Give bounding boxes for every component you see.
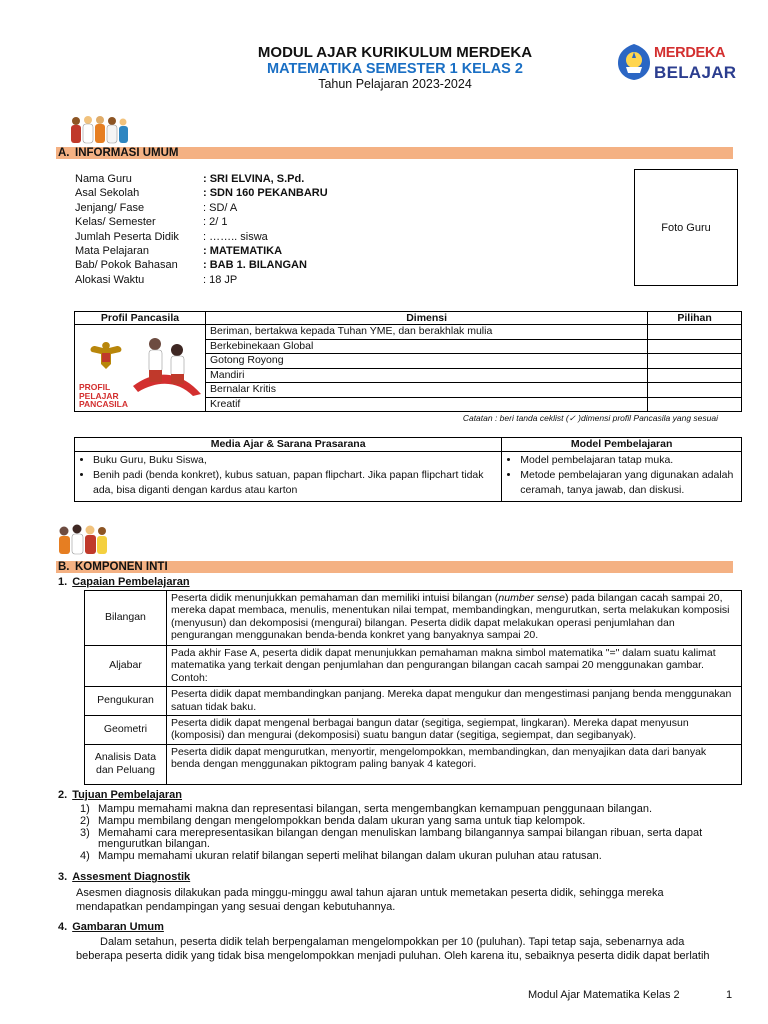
capaian-text-pre: Peserta didik menunjukkan pemahaman dan memiliki intuisi bilangan (: [170, 592, 499, 604]
tujuan-title: Tujuan Pembelajaran: [72, 789, 183, 801]
asesmen-text: Asesmen diagnosis dilakukan pada minggu-minggu awal tahun ajaran untuk memetakan peserta didik, sehingga mereka mendapatkan pendampingan yang sesuai dengan kebutuhannya.: [76, 887, 664, 913]
asesmen-number: 3.: [58, 871, 68, 883]
model-list-cell: [502, 452, 742, 502]
info-value: : SD/ A: [203, 201, 238, 214]
logo-word-1: PROFIL: [79, 382, 111, 392]
media-list-cell: [75, 452, 502, 502]
tujuan-item-text: Mampu memahami ukuran relatif bilangan seperti melihat bilangan dalam ukuran puluhan atau ratusan.: [98, 850, 602, 863]
dimensi-cell: Bernalar Kritis: [206, 383, 648, 398]
document-title: MODUL AJAR KURIKULUM MERDEKA: [257, 44, 533, 61]
tujuan-item-number: 1): [80, 803, 90, 815]
tujuan-item: [80, 816, 730, 827]
capaian-label: Analisis Data dan Peluang: [85, 744, 167, 784]
capaian-number: 1.: [58, 576, 68, 588]
info-label: Asal Sekolah: [75, 187, 140, 200]
profil-note: Catatan : beri tanda ceklist (✓ )dimensi profil Pancasila yang sesuai: [462, 413, 718, 423]
capaian-text: Peserta didik dapat membandingkan panjang. Mereka dapat mengukur dan mengestimasi panjang benda menggunakan satuan tidak baku.: [166, 687, 741, 716]
gambaran-title: Gambaran Umum: [72, 921, 164, 933]
asesmen-title: Assesment Diagnostik: [72, 871, 191, 883]
logo-word-2: PELAJAR: [79, 390, 119, 401]
pilihan-checkbox[interactable]: [648, 383, 742, 398]
gambaran-text: Dalam setahun, peserta didik telah berpengalaman mengelompokkan per 10 (puluhan). Tapi tetap saja, sebenarnya ada beberapa peserta didik yang tidak bisa mengelompokkan menjadi puluhan. Oleh karena itu, sebaiknya peserta didik dapat berlatih: [76, 936, 710, 962]
info-label: Jenjang/ Fase: [75, 201, 145, 214]
info-label: Nama Guru: [75, 173, 132, 185]
section-a-header: [56, 147, 733, 159]
capaian-title: Capaian Pembelajaran: [72, 576, 190, 588]
dimensi-cell: Gotong Royong: [206, 354, 648, 369]
info-label: Kelas/ Semester: [75, 216, 156, 229]
header-dimensi: Dimensi: [206, 312, 648, 325]
capaian-text: [166, 591, 741, 646]
tujuan-item-text: Mampu membilang dengan mengelompokkan benda dalam ukuran yang sama untuk tiap kelompok.: [98, 815, 586, 827]
garuda-icon: [87, 338, 125, 372]
profil-pancasila-logo-text: [79, 383, 128, 409]
asesmen-heading: [58, 871, 190, 883]
pilihan-checkbox[interactable]: [648, 354, 742, 369]
profil-pancasila-logo: [75, 325, 206, 412]
tujuan-item-number: 2): [80, 815, 90, 827]
header-pilihan: Pilihan: [648, 312, 742, 325]
header-media: Media Ajar & Sarana Prasarana: [75, 438, 502, 452]
capaian-text: Peserta didik dapat mengurutkan, menyortir, mengelompokkan, membandingkan, dan menyajikan data dari banyak benda dengan menggunakan piktogram paling banyak 4 kategori.: [166, 744, 741, 784]
tujuan-item: [80, 851, 730, 862]
info-value: : 18 JP: [203, 273, 238, 286]
media-item: • Benih padi (benda konkret), kubus satuan, papan flipchart. Jika papan flipchart tidak ada, bisa diganti dengan kardus atau karton: [93, 468, 497, 498]
info-value: : SRI ELVINA, S.Pd.: [203, 173, 305, 185]
section-a-number: A.: [58, 147, 70, 159]
dimensi-cell: Berkebinekaan Global: [206, 339, 648, 354]
teacher-photo-label: Foto Guru: [661, 221, 711, 234]
tujuan-number: 2.: [58, 789, 68, 801]
logo-text-merdeka: MERDEKA: [654, 45, 726, 61]
tujuan-item-text: Memahami cara merepresentasikan bilangan dengan menuliskan lambang bilangannya sampai bilangan ribuan, serta dapat mengurutkan bilangan.: [98, 827, 703, 851]
teacher-photo-box: [634, 169, 738, 286]
capaian-label: Pengukuran: [85, 687, 167, 716]
header-model: Model Pembelajaran: [502, 438, 742, 452]
pilihan-checkbox[interactable]: [648, 397, 742, 412]
capaian-label: Bilangan: [85, 591, 167, 646]
section-b-title: KOMPONEN INTI: [75, 561, 168, 573]
tujuan-list: [80, 804, 730, 863]
info-value: : SDN 160 PEKANBARU: [203, 187, 328, 200]
academic-year: Tahun Pelajaran 2023-2024: [318, 77, 472, 91]
gambaran-heading: [58, 921, 164, 933]
students-group-illustration: [56, 522, 110, 558]
capaian-text-post: ) pada bilangan cacah sampai 20, mereka dapat membaca, menulis, menentukan nilai tempat, membandingkan, mengurutkan, serta melakukan komposisi (menyusun) dan dekomposisi (mengurai) bilangan. Peserta didik dapat melakukan operasi penjumlahan dan pengurangan menggunakan benda-benda konkret yang banyaknya sampai 20.: [170, 592, 730, 642]
info-label: Bab/ Pokok Bahasan: [75, 259, 178, 272]
section-b-header: [56, 561, 733, 573]
capaian-text: Pada akhir Fase A, peserta didik dapat menunjukkan pemahaman makna simbol matematika "=" dalam suatu kalimat matematika yang terkait dengan penjumlahan dan pengurangan bilangan cacah sampai 20 menggunakan gambar. Contoh:: [166, 646, 741, 687]
tujuan-item: [80, 804, 730, 815]
document-subtitle: MATEMATIKA SEMESTER 1 KELAS 2: [267, 61, 523, 77]
logo-text-belajar: BELAJAR: [654, 63, 737, 82]
info-value: : 2/ 1: [203, 216, 228, 229]
pilihan-checkbox[interactable]: [648, 368, 742, 383]
info-value: : BAB 1. BILANGAN: [203, 259, 307, 272]
info-label: Mata Pelajaran: [75, 245, 149, 257]
capaian-label: Aljabar: [85, 646, 167, 687]
capaian-heading: [58, 576, 190, 588]
info-label: Jumlah Peserta Didik: [75, 230, 179, 243]
gambaran-number: 4.: [58, 921, 68, 933]
capaian-table: [84, 590, 742, 785]
people-illustration: [68, 113, 130, 147]
tujuan-item-number: 4): [80, 850, 90, 863]
tujuan-item-number: 3): [80, 827, 90, 839]
pilihan-checkbox[interactable]: [648, 325, 742, 340]
info-value: : MATEMATIKA: [203, 245, 283, 257]
tujuan-heading: [58, 789, 182, 801]
page-number: 1: [726, 989, 733, 1001]
kemendikbud-emblem-icon: [616, 43, 652, 81]
dimensi-cell: Kreatif: [206, 397, 648, 412]
header-profil: Profil Pancasila: [75, 312, 206, 325]
model-item: • Model pembelajaran tatap muka.: [520, 453, 737, 468]
info-value: : …….. siswa: [203, 230, 268, 243]
merdeka-belajar-logo: [616, 43, 737, 83]
tujuan-item: [80, 828, 730, 851]
capaian-label: Geometri: [85, 716, 167, 745]
logo-word-3: PANCASILA: [79, 399, 128, 409]
students-illustration: [133, 336, 203, 398]
tujuan-item-text: Mampu memahami makna dan representasi bilangan, serta mengembangkan kemampuan penggunaan bilangan.: [98, 803, 653, 815]
model-item: • Metode pembelajaran yang digunakan adalah ceramah, tanya jawab, dan diskusi.: [520, 468, 737, 498]
capaian-text: Peserta didik dapat mengenal berbagai bangun datar (segitiga, segiempat, lingkaran). Mereka dapat menyusun (komposisi) dan mengurai (dekomposisi) suatu bangun datar (segitiga, segiempat, dan segibanyak).: [166, 716, 741, 745]
footer-text: Modul Ajar Matematika Kelas 2: [528, 989, 680, 1001]
section-b-number: B.: [58, 561, 70, 573]
media-item: • Buku Guru, Buku Siswa,: [93, 453, 497, 468]
dimensi-cell: Beriman, bertakwa kepada Tuhan YME, dan berakhlak mulia: [206, 325, 648, 340]
dimensi-cell: Mandiri: [206, 368, 648, 383]
media-model-table: [74, 437, 742, 502]
pilihan-checkbox[interactable]: [648, 339, 742, 354]
capaian-text-em: number sense: [498, 592, 565, 604]
section-a-title: INFORMASI UMUM: [75, 147, 179, 159]
info-label: Alokasi Waktu: [75, 273, 145, 286]
profil-pancasila-table: [74, 311, 742, 412]
